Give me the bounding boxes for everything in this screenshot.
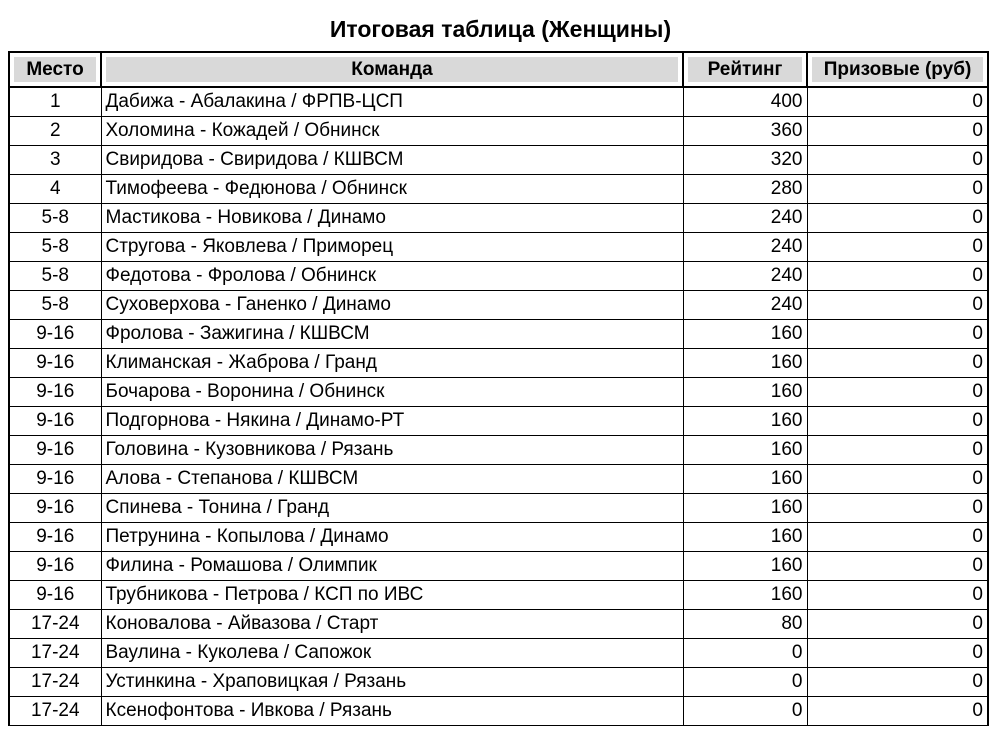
prize-cell: 0 <box>807 639 988 668</box>
team-cell: Свиридова - Свиридова / КШВСМ <box>101 146 683 175</box>
rating-cell: 160 <box>683 378 807 407</box>
place-cell: 9-16 <box>9 552 101 581</box>
header-row <box>9 52 988 87</box>
prize-cell: 0 <box>807 610 988 639</box>
column-header-rating <box>683 52 807 87</box>
place-cell: 9-16 <box>9 465 101 494</box>
prize-cell: 0 <box>807 233 988 262</box>
rating-cell: 240 <box>683 262 807 291</box>
table-row <box>9 117 988 146</box>
table-row <box>9 291 988 320</box>
table-row <box>9 262 988 291</box>
prize-cell: 0 <box>807 320 988 349</box>
place-cell: 1 <box>9 87 101 117</box>
place-cell: 9-16 <box>9 349 101 378</box>
table-row <box>9 523 988 552</box>
prize-cell: 0 <box>807 291 988 320</box>
table-row <box>9 349 988 378</box>
team-cell: Головина - Кузовникова / Рязань <box>101 436 683 465</box>
prize-cell: 0 <box>807 146 988 175</box>
table-row <box>9 639 988 668</box>
table-row <box>9 465 988 494</box>
place-cell: 2 <box>9 117 101 146</box>
rating-cell: 160 <box>683 523 807 552</box>
table-row <box>9 87 988 117</box>
team-cell: Спинева - Тонина / Гранд <box>101 494 683 523</box>
rating-cell: 320 <box>683 146 807 175</box>
place-cell: 9-16 <box>9 581 101 610</box>
team-cell: Тимофеева - Федюнова / Обнинск <box>101 175 683 204</box>
table-row <box>9 233 988 262</box>
rating-cell: 400 <box>683 87 807 117</box>
prize-cell: 0 <box>807 697 988 726</box>
column-header-rating-label: Рейтинг <box>688 57 802 82</box>
place-cell: 5-8 <box>9 233 101 262</box>
rating-cell: 80 <box>683 610 807 639</box>
table-row <box>9 146 988 175</box>
team-cell: Бочарова - Воронина / Обнинск <box>101 378 683 407</box>
team-cell: Суховерхова - Ганенко / Динамо <box>101 291 683 320</box>
table-row <box>9 436 988 465</box>
place-cell: 17-24 <box>9 639 101 668</box>
prize-cell: 0 <box>807 465 988 494</box>
table-row <box>9 407 988 436</box>
column-header-place <box>9 52 101 87</box>
table-row <box>9 581 988 610</box>
place-cell: 9-16 <box>9 494 101 523</box>
rating-cell: 160 <box>683 465 807 494</box>
team-cell: Климанская - Жаброва / Гранд <box>101 349 683 378</box>
rating-cell: 160 <box>683 494 807 523</box>
table-row <box>9 378 988 407</box>
rating-cell: 160 <box>683 320 807 349</box>
team-cell: Ксенофонтова - Ивкова / Рязань <box>101 697 683 726</box>
prize-cell: 0 <box>807 436 988 465</box>
rating-cell: 160 <box>683 581 807 610</box>
page-title: Итоговая таблица (Женщины) <box>329 16 672 42</box>
prize-cell: 0 <box>807 494 988 523</box>
rating-cell: 240 <box>683 291 807 320</box>
place-cell: 17-24 <box>9 697 101 726</box>
place-cell: 5-8 <box>9 204 101 233</box>
place-cell: 5-8 <box>9 262 101 291</box>
results-table <box>8 51 989 726</box>
team-cell: Холомина - Кожадей / Обнинск <box>101 117 683 146</box>
table-row <box>9 204 988 233</box>
table-body <box>9 87 988 726</box>
rating-cell: 160 <box>683 407 807 436</box>
prize-cell: 0 <box>807 349 988 378</box>
table-row <box>9 697 988 726</box>
place-cell: 17-24 <box>9 668 101 697</box>
team-cell: Подгорнова - Някина / Динамо-РТ <box>101 407 683 436</box>
table-row <box>9 494 988 523</box>
place-cell: 9-16 <box>9 407 101 436</box>
table-row <box>9 610 988 639</box>
place-cell: 17-24 <box>9 610 101 639</box>
column-header-team-label: Команда <box>106 57 678 82</box>
rating-cell: 0 <box>683 639 807 668</box>
place-cell: 9-16 <box>9 320 101 349</box>
team-cell: Филина - Ромашова / Олимпик <box>101 552 683 581</box>
column-header-prize-label: Призовые (руб) <box>812 57 983 82</box>
table-row <box>9 175 988 204</box>
prize-cell: 0 <box>807 523 988 552</box>
place-cell: 9-16 <box>9 523 101 552</box>
table-header <box>9 52 988 87</box>
team-cell: Стругова - Яковлева / Приморец <box>101 233 683 262</box>
team-cell: Дабижа - Абалакина / ФРПВ-ЦСП <box>101 87 683 117</box>
rating-cell: 0 <box>683 697 807 726</box>
place-cell: 4 <box>9 175 101 204</box>
prize-cell: 0 <box>807 581 988 610</box>
rating-cell: 240 <box>683 233 807 262</box>
team-cell: Фролова - Зажигина / КШВСМ <box>101 320 683 349</box>
place-cell: 5-8 <box>9 291 101 320</box>
table-row <box>9 552 988 581</box>
prize-cell: 0 <box>807 117 988 146</box>
rating-cell: 280 <box>683 175 807 204</box>
place-cell: 3 <box>9 146 101 175</box>
rating-cell: 160 <box>683 349 807 378</box>
rating-cell: 160 <box>683 436 807 465</box>
prize-cell: 0 <box>807 175 988 204</box>
rating-cell: 240 <box>683 204 807 233</box>
prize-cell: 0 <box>807 204 988 233</box>
column-header-place-label: Место <box>14 57 96 82</box>
prize-cell: 0 <box>807 262 988 291</box>
prize-cell: 0 <box>807 407 988 436</box>
team-cell: Алова - Степанова / КШВСМ <box>101 465 683 494</box>
rating-cell: 160 <box>683 552 807 581</box>
team-cell: Федотова - Фролова / Обнинск <box>101 262 683 291</box>
place-cell: 9-16 <box>9 436 101 465</box>
team-cell: Трубникова - Петрова / КСП по ИВС <box>101 581 683 610</box>
prize-cell: 0 <box>807 552 988 581</box>
table-row <box>9 668 988 697</box>
team-cell: Коновалова - Айвазова / Старт <box>101 610 683 639</box>
rating-cell: 360 <box>683 117 807 146</box>
team-cell: Петрунина - Копылова / Динамо <box>101 523 683 552</box>
prize-cell: 0 <box>807 87 988 117</box>
column-header-team <box>101 52 683 87</box>
rating-cell: 0 <box>683 668 807 697</box>
team-cell: Мастикова - Новикова / Динамо <box>101 204 683 233</box>
team-cell: Ваулина - Куколева / Сапожок <box>101 639 683 668</box>
team-cell: Устинкина - Храповицкая / Рязань <box>101 668 683 697</box>
table-row <box>9 320 988 349</box>
column-header-prize <box>807 52 988 87</box>
place-cell: 9-16 <box>9 378 101 407</box>
prize-cell: 0 <box>807 378 988 407</box>
prize-cell: 0 <box>807 668 988 697</box>
